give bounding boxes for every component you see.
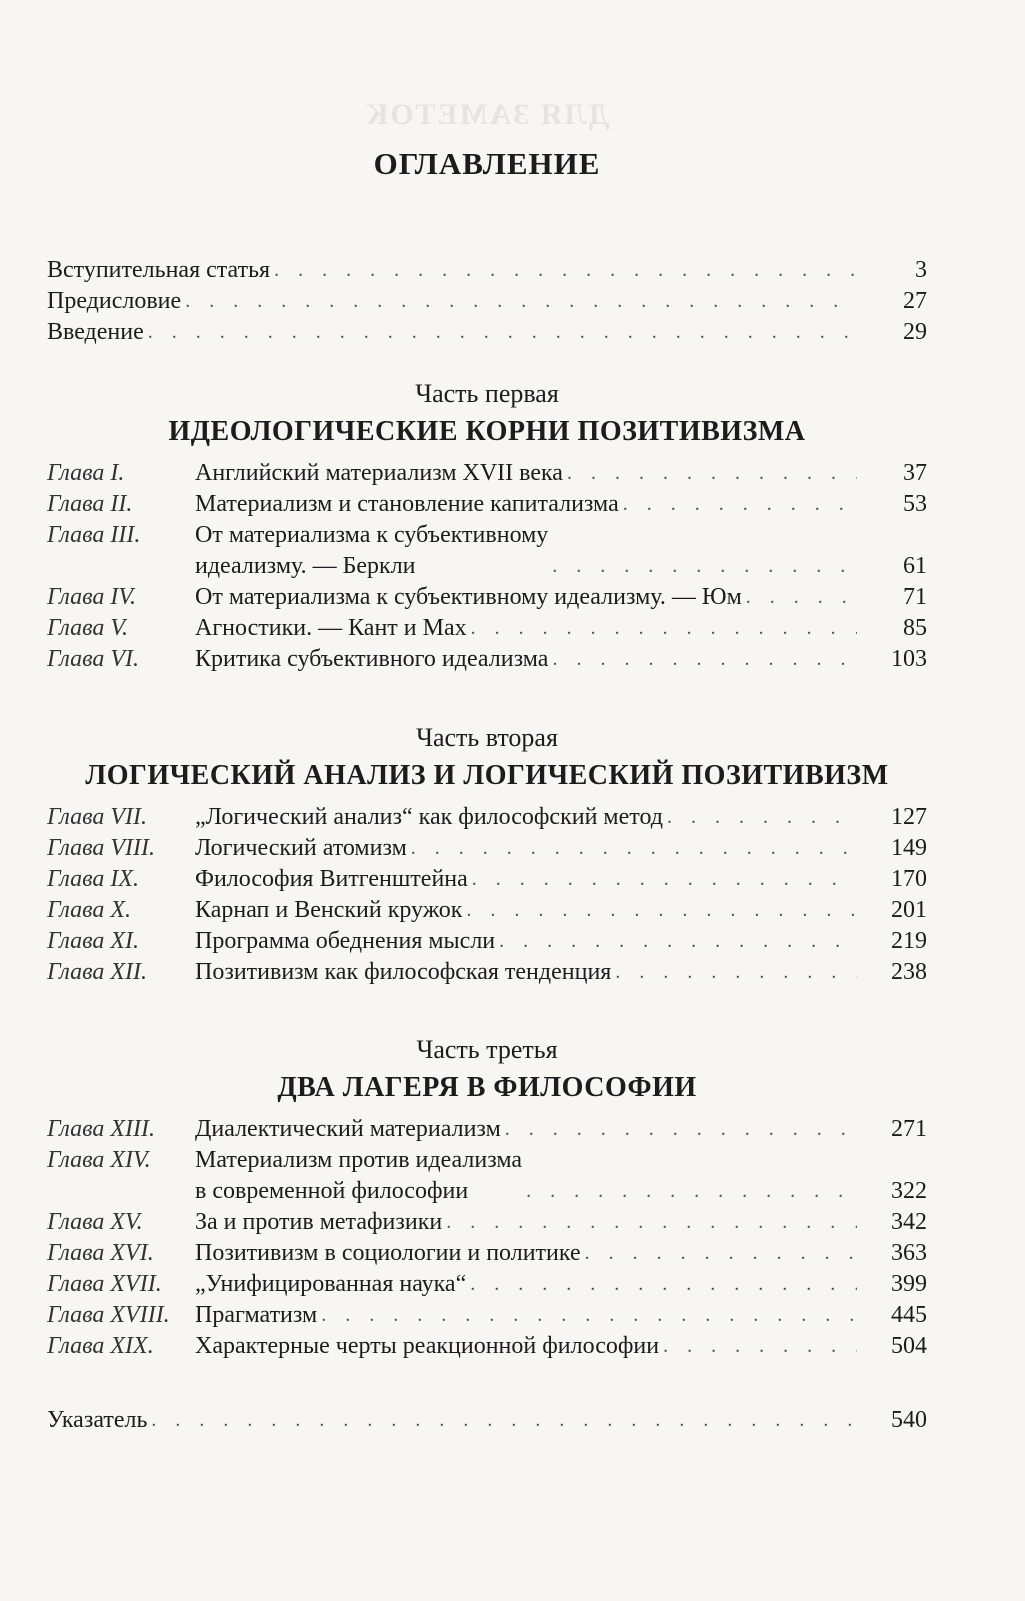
leader-dots (526, 1176, 857, 1207)
part-label: Часть вторая (416, 723, 558, 752)
leader-dots (585, 1238, 857, 1269)
page-number: 85 (903, 615, 927, 641)
entry-title: За и против метафизики (195, 1209, 443, 1235)
entry-title: Материализм и становление капитализма (195, 491, 619, 517)
chapter-number: Глава X. (47, 897, 132, 923)
entry-title: Материализм против идеализма (195, 1147, 523, 1173)
part-1 (47, 376, 927, 675)
part-label: Часть третья (416, 1035, 558, 1064)
entry-title: Программа обеднения мысли (195, 928, 496, 954)
toc-entry (47, 957, 927, 988)
leader-dots (151, 1405, 857, 1436)
chapter-number: Глава I. (47, 460, 125, 486)
part-title: ДВА ЛАГЕРЯ В ФИЛОСОФИИ (277, 1072, 697, 1103)
bleed-through-text: ДЛЯ ЗАМЕТОК (364, 98, 610, 131)
part-3 (47, 1032, 927, 1362)
chapter-number: Глава XIX. (47, 1333, 154, 1359)
chapter-number: Глава XVI. (47, 1240, 154, 1266)
part-title: ЛОГИЧЕСКИЙ АНАЛИЗ И ЛОГИЧЕСКИЙ ПОЗИТИВИЗМ (85, 760, 889, 791)
toc-entry (47, 1207, 927, 1238)
leader-dots (446, 1207, 857, 1238)
toc-entry (47, 895, 927, 926)
toc-entry (47, 1331, 927, 1362)
page-number: 29 (903, 319, 927, 345)
leader-dots (470, 1269, 857, 1300)
entry-title: Критика субъективного идеализма (195, 646, 549, 672)
page-number: 399 (891, 1271, 927, 1297)
page-number: 201 (891, 897, 927, 923)
page-number: 27 (903, 288, 927, 314)
page-number: 127 (891, 804, 927, 830)
chapter-number: Глава IX. (47, 866, 140, 892)
page-number: 271 (891, 1116, 927, 1142)
leader-dots (499, 926, 857, 957)
chapter-number: Глава XI. (47, 928, 140, 954)
entry-title: Введение (47, 319, 144, 345)
page-number: 149 (891, 835, 927, 861)
page-number: 540 (891, 1407, 927, 1433)
entry-title: Предисловие (47, 288, 182, 314)
chapter-number: Глава III. (47, 522, 141, 548)
page-number: 103 (891, 646, 927, 672)
page-number: 61 (903, 553, 927, 579)
page-number: 37 (903, 460, 927, 486)
chapter-number: Глава XII. (47, 959, 148, 985)
leader-dots (663, 1331, 857, 1362)
toc-entry (47, 255, 927, 286)
leader-dots (615, 957, 857, 988)
leader-dots (274, 255, 857, 286)
entry-title: Карнап и Венский кружок (195, 897, 463, 923)
toc-entry (47, 1405, 927, 1436)
chapter-number: Глава XVII. (47, 1271, 162, 1297)
entry-title: Логический атомизм (195, 835, 407, 861)
toc-entry (47, 833, 927, 864)
toc-entry (47, 926, 927, 957)
chapter-number: Глава IV. (47, 584, 136, 610)
page-number: 53 (903, 491, 927, 517)
toc-entry (47, 317, 927, 348)
entry-title: Прагматизм (195, 1302, 318, 1328)
entry-title: Агностики. — Кант и Мах (195, 615, 467, 641)
front-matter (47, 255, 927, 348)
entry-title: Указатель (47, 1407, 148, 1433)
toc-entry (47, 613, 927, 644)
leader-dots (148, 317, 857, 348)
leader-dots (411, 833, 857, 864)
leader-dots (321, 1300, 857, 1331)
toc-entry (47, 1114, 927, 1145)
toc-entry (47, 1145, 927, 1207)
leader-dots (472, 864, 857, 895)
leader-dots (667, 802, 857, 833)
leader-dots (505, 1114, 857, 1145)
leader-dots (623, 489, 857, 520)
entry-title: „Логический анализ“ как философский метод (195, 804, 663, 830)
page-number: 445 (891, 1302, 927, 1328)
entry-title: Философия Витгенштейна (195, 866, 468, 892)
toc-entry (47, 802, 927, 833)
toc-entry (47, 582, 927, 613)
leader-dots (746, 582, 857, 613)
chapter-number: Глава XIII. (47, 1116, 156, 1142)
page-number: 3 (915, 257, 927, 283)
toc-entry (47, 1269, 927, 1300)
toc-entry (47, 286, 927, 317)
entry-title: От материализма к субъективному идеализму. — Юм (195, 584, 742, 610)
page-number: 170 (891, 866, 927, 892)
page-title: ОГЛАВЛЕНИЕ (373, 146, 601, 181)
entry-title-continued: в современной философии (195, 1178, 469, 1204)
toc-entry (47, 1300, 927, 1331)
leader-dots (552, 644, 857, 675)
entry-title: Вступительная статья (47, 257, 271, 283)
entry-title: Английский материализм XVII века (195, 460, 563, 486)
entry-title: От материализма к субъективному (195, 522, 549, 548)
leader-dots (471, 613, 857, 644)
chapter-number: Глава V. (47, 615, 128, 641)
page-number: 71 (903, 584, 927, 610)
page-number: 238 (891, 959, 927, 985)
part-title: ИДЕОЛОГИЧЕСКИЕ КОРНИ ПОЗИТИВИЗМА (168, 416, 806, 447)
chapter-number: Глава II. (47, 491, 133, 517)
part-label: Часть первая (415, 379, 559, 408)
chapter-number: Глава XVIII. (47, 1302, 170, 1328)
entry-title: „Унифицированная наука“ (195, 1271, 467, 1297)
page-number: 363 (891, 1240, 927, 1266)
toc-entry (47, 864, 927, 895)
page-number: 322 (891, 1178, 927, 1204)
chapter-number: Глава VIII. (47, 835, 156, 861)
page-number: 219 (891, 928, 927, 954)
toc-entry (47, 489, 927, 520)
entry-title: Диалектический материализм (195, 1116, 501, 1142)
toc-entry (47, 520, 927, 582)
chapter-number: Глава XIV. (47, 1147, 151, 1173)
toc-entry (47, 458, 927, 489)
leader-dots (466, 895, 857, 926)
leader-dots (552, 551, 857, 582)
entry-title-continued: идеализму. — Беркли (195, 553, 416, 579)
leader-dots (567, 458, 857, 489)
chapter-number: Глава XV. (47, 1209, 143, 1235)
entry-title: Позитивизм в социологии и политике (195, 1240, 581, 1266)
part-2 (47, 720, 927, 988)
entry-title: Характерные черты реакционной философии (195, 1333, 660, 1359)
leader-dots (185, 286, 857, 317)
toc-entry (47, 1238, 927, 1269)
index-entry-block (47, 1405, 927, 1436)
chapter-number: Глава VI. (47, 646, 140, 672)
toc-entry (47, 644, 927, 675)
chapter-number: Глава VII. (47, 804, 148, 830)
entry-title: Позитивизм как философская тенденция (195, 959, 612, 985)
page-number: 342 (891, 1209, 927, 1235)
page-number: 504 (891, 1333, 927, 1359)
